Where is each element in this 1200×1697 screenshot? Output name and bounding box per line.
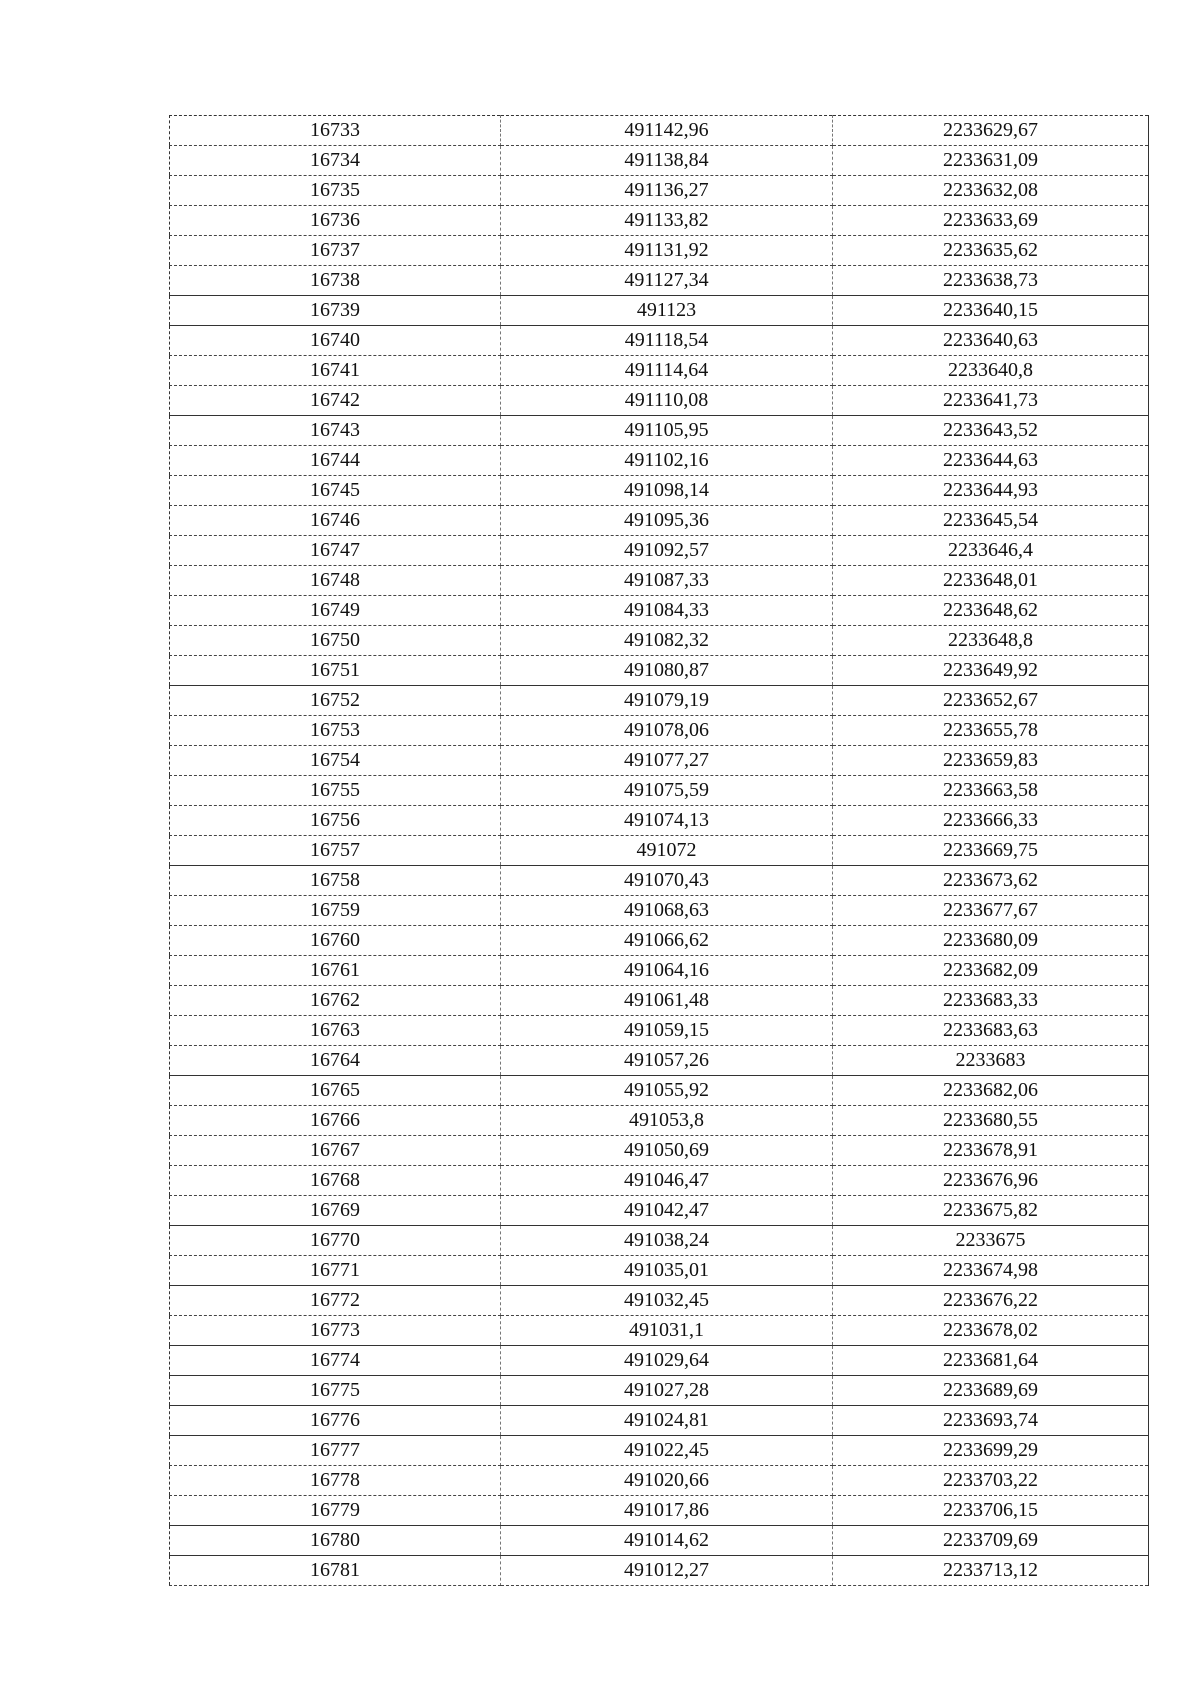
point-number-cell: 16733: [170, 116, 501, 146]
table-row: [170, 746, 1149, 776]
point-number-cell: 16754: [170, 746, 501, 776]
table-row: [170, 1466, 1149, 1496]
point-number-cell: 16750: [170, 626, 501, 656]
x-coordinate-cell: 491064,16: [501, 956, 833, 986]
point-number-cell: 16739: [170, 296, 501, 326]
x-coordinate-cell: 491038,24: [501, 1226, 833, 1256]
table-row: [170, 1076, 1149, 1106]
x-coordinate-cell: 491024,81: [501, 1406, 833, 1436]
y-coordinate-cell: 2233666,33: [833, 806, 1149, 836]
y-coordinate-cell: 2233680,09: [833, 926, 1149, 956]
table-row: [170, 296, 1149, 326]
y-coordinate-cell: 2233641,73: [833, 386, 1149, 416]
y-coordinate-cell: 2233631,09: [833, 146, 1149, 176]
x-coordinate-cell: 491138,84: [501, 146, 833, 176]
y-coordinate-cell: 2233682,06: [833, 1076, 1149, 1106]
table-row: [170, 926, 1149, 956]
table-row: [170, 146, 1149, 176]
point-number-cell: 16736: [170, 206, 501, 236]
x-coordinate-cell: 491078,06: [501, 716, 833, 746]
table-row: [170, 116, 1149, 146]
x-coordinate-cell: 491074,13: [501, 806, 833, 836]
point-number-cell: 16735: [170, 176, 501, 206]
x-coordinate-cell: 491114,64: [501, 356, 833, 386]
table-row: [170, 626, 1149, 656]
table-row: [170, 1496, 1149, 1526]
table-row: [170, 1046, 1149, 1076]
y-coordinate-cell: 2233693,74: [833, 1406, 1149, 1436]
x-coordinate-cell: 491068,63: [501, 896, 833, 926]
point-number-cell: 16773: [170, 1316, 501, 1346]
y-coordinate-cell: 2233683: [833, 1046, 1149, 1076]
point-number-cell: 16737: [170, 236, 501, 266]
x-coordinate-cell: 491035,01: [501, 1256, 833, 1286]
point-number-cell: 16759: [170, 896, 501, 926]
y-coordinate-cell: 2233683,63: [833, 1016, 1149, 1046]
y-coordinate-cell: 2233673,62: [833, 866, 1149, 896]
x-coordinate-cell: 491142,96: [501, 116, 833, 146]
x-coordinate-cell: 491133,82: [501, 206, 833, 236]
x-coordinate-cell: 491136,27: [501, 176, 833, 206]
x-coordinate-cell: 491087,33: [501, 566, 833, 596]
table-row: [170, 1346, 1149, 1376]
table-row: [170, 956, 1149, 986]
x-coordinate-cell: 491046,47: [501, 1166, 833, 1196]
x-coordinate-cell: 491066,62: [501, 926, 833, 956]
y-coordinate-cell: 2233669,75: [833, 836, 1149, 866]
y-coordinate-cell: 2233644,93: [833, 476, 1149, 506]
point-number-cell: 16747: [170, 536, 501, 566]
table-row: [170, 1106, 1149, 1136]
x-coordinate-cell: 491031,1: [501, 1316, 833, 1346]
y-coordinate-cell: 2233675: [833, 1226, 1149, 1256]
x-coordinate-cell: 491082,32: [501, 626, 833, 656]
table-row: [170, 836, 1149, 866]
table-row: [170, 506, 1149, 536]
table-row: [170, 986, 1149, 1016]
point-number-cell: 16777: [170, 1436, 501, 1466]
table-row: [170, 1406, 1149, 1436]
point-number-cell: 16775: [170, 1376, 501, 1406]
point-number-cell: 16779: [170, 1496, 501, 1526]
point-number-cell: 16766: [170, 1106, 501, 1136]
y-coordinate-cell: 2233674,98: [833, 1256, 1149, 1286]
y-coordinate-cell: 2233713,12: [833, 1556, 1149, 1586]
x-coordinate-cell: 491110,08: [501, 386, 833, 416]
point-number-cell: 16745: [170, 476, 501, 506]
point-number-cell: 16768: [170, 1166, 501, 1196]
coordinates-table-body: [170, 116, 1149, 1586]
point-number-cell: 16763: [170, 1016, 501, 1046]
y-coordinate-cell: 2233682,09: [833, 956, 1149, 986]
x-coordinate-cell: 491027,28: [501, 1376, 833, 1406]
table-row: [170, 1196, 1149, 1226]
point-number-cell: 16740: [170, 326, 501, 356]
y-coordinate-cell: 2233640,63: [833, 326, 1149, 356]
y-coordinate-cell: 2233676,22: [833, 1286, 1149, 1316]
point-number-cell: 16762: [170, 986, 501, 1016]
x-coordinate-cell: 491020,66: [501, 1466, 833, 1496]
point-number-cell: 16769: [170, 1196, 501, 1226]
table-row: [170, 686, 1149, 716]
point-number-cell: 16778: [170, 1466, 501, 1496]
y-coordinate-cell: 2233681,64: [833, 1346, 1149, 1376]
y-coordinate-cell: 2233635,62: [833, 236, 1149, 266]
x-coordinate-cell: 491075,59: [501, 776, 833, 806]
table-row: [170, 656, 1149, 686]
x-coordinate-cell: 491059,15: [501, 1016, 833, 1046]
point-number-cell: 16752: [170, 686, 501, 716]
table-row: [170, 446, 1149, 476]
point-number-cell: 16741: [170, 356, 501, 386]
y-coordinate-cell: 2233678,91: [833, 1136, 1149, 1166]
point-number-cell: 16765: [170, 1076, 501, 1106]
y-coordinate-cell: 2233640,15: [833, 296, 1149, 326]
point-number-cell: 16764: [170, 1046, 501, 1076]
point-number-cell: 16738: [170, 266, 501, 296]
y-coordinate-cell: 2233648,8: [833, 626, 1149, 656]
x-coordinate-cell: 491072: [501, 836, 833, 866]
point-number-cell: 16770: [170, 1226, 501, 1256]
point-number-cell: 16761: [170, 956, 501, 986]
table-row: [170, 866, 1149, 896]
table-row: [170, 1376, 1149, 1406]
x-coordinate-cell: 491118,54: [501, 326, 833, 356]
x-coordinate-cell: 491042,47: [501, 1196, 833, 1226]
point-number-cell: 16758: [170, 866, 501, 896]
x-coordinate-cell: 491053,8: [501, 1106, 833, 1136]
point-number-cell: 16746: [170, 506, 501, 536]
point-number-cell: 16771: [170, 1256, 501, 1286]
x-coordinate-cell: 491055,92: [501, 1076, 833, 1106]
point-number-cell: 16755: [170, 776, 501, 806]
x-coordinate-cell: 491014,62: [501, 1526, 833, 1556]
y-coordinate-cell: 2233699,29: [833, 1436, 1149, 1466]
x-coordinate-cell: 491070,43: [501, 866, 833, 896]
table-row: [170, 326, 1149, 356]
x-coordinate-cell: 491127,34: [501, 266, 833, 296]
y-coordinate-cell: 2233663,58: [833, 776, 1149, 806]
point-number-cell: 16742: [170, 386, 501, 416]
point-number-cell: 16757: [170, 836, 501, 866]
y-coordinate-cell: 2233643,52: [833, 416, 1149, 446]
table-row: [170, 386, 1149, 416]
point-number-cell: 16751: [170, 656, 501, 686]
table-row: [170, 806, 1149, 836]
y-coordinate-cell: 2233703,22: [833, 1466, 1149, 1496]
x-coordinate-cell: 491050,69: [501, 1136, 833, 1166]
point-number-cell: 16780: [170, 1526, 501, 1556]
point-number-cell: 16744: [170, 446, 501, 476]
table-row: [170, 1256, 1149, 1286]
point-number-cell: 16776: [170, 1406, 501, 1436]
y-coordinate-cell: 2233675,82: [833, 1196, 1149, 1226]
y-coordinate-cell: 2233638,73: [833, 266, 1149, 296]
table-row: [170, 1226, 1149, 1256]
x-coordinate-cell: 491098,14: [501, 476, 833, 506]
point-number-cell: 16772: [170, 1286, 501, 1316]
table-row: [170, 236, 1149, 266]
table-row: [170, 416, 1149, 446]
point-number-cell: 16756: [170, 806, 501, 836]
table-row: [170, 716, 1149, 746]
x-coordinate-cell: 491080,87: [501, 656, 833, 686]
point-number-cell: 16774: [170, 1346, 501, 1376]
coordinates-table: [169, 115, 1149, 1586]
table-row: [170, 596, 1149, 626]
y-coordinate-cell: 2233677,67: [833, 896, 1149, 926]
table-row: [170, 536, 1149, 566]
x-coordinate-cell: 491022,45: [501, 1436, 833, 1466]
table-row: [170, 1556, 1149, 1586]
x-coordinate-cell: 491079,19: [501, 686, 833, 716]
y-coordinate-cell: 2233648,62: [833, 596, 1149, 626]
y-coordinate-cell: 2233659,83: [833, 746, 1149, 776]
table-row: [170, 206, 1149, 236]
x-coordinate-cell: 491029,64: [501, 1346, 833, 1376]
x-coordinate-cell: 491092,57: [501, 536, 833, 566]
point-number-cell: 16760: [170, 926, 501, 956]
x-coordinate-cell: 491084,33: [501, 596, 833, 626]
x-coordinate-cell: 491077,27: [501, 746, 833, 776]
table-row: [170, 566, 1149, 596]
point-number-cell: 16743: [170, 416, 501, 446]
table-row: [170, 776, 1149, 806]
point-number-cell: 16781: [170, 1556, 501, 1586]
y-coordinate-cell: 2233640,8: [833, 356, 1149, 386]
x-coordinate-cell: 491131,92: [501, 236, 833, 266]
table-row: [170, 1316, 1149, 1346]
y-coordinate-cell: 2233706,15: [833, 1496, 1149, 1526]
y-coordinate-cell: 2233633,69: [833, 206, 1149, 236]
x-coordinate-cell: 491095,36: [501, 506, 833, 536]
table-row: [170, 896, 1149, 926]
y-coordinate-cell: 2233646,4: [833, 536, 1149, 566]
table-row: [170, 176, 1149, 206]
table-row: [170, 1136, 1149, 1166]
x-coordinate-cell: 491017,86: [501, 1496, 833, 1526]
x-coordinate-cell: 491102,16: [501, 446, 833, 476]
y-coordinate-cell: 2233683,33: [833, 986, 1149, 1016]
table-row: [170, 1166, 1149, 1196]
y-coordinate-cell: 2233649,92: [833, 656, 1149, 686]
y-coordinate-cell: 2233652,67: [833, 686, 1149, 716]
x-coordinate-cell: 491105,95: [501, 416, 833, 446]
table-row: [170, 1286, 1149, 1316]
table-row: [170, 266, 1149, 296]
table-row: [170, 356, 1149, 386]
y-coordinate-cell: 2233680,55: [833, 1106, 1149, 1136]
point-number-cell: 16753: [170, 716, 501, 746]
table-row: [170, 476, 1149, 506]
point-number-cell: 16767: [170, 1136, 501, 1166]
y-coordinate-cell: 2233689,69: [833, 1376, 1149, 1406]
y-coordinate-cell: 2233644,63: [833, 446, 1149, 476]
table-row: [170, 1526, 1149, 1556]
point-number-cell: 16749: [170, 596, 501, 626]
x-coordinate-cell: 491032,45: [501, 1286, 833, 1316]
y-coordinate-cell: 2233655,78: [833, 716, 1149, 746]
x-coordinate-cell: 491061,48: [501, 986, 833, 1016]
y-coordinate-cell: 2233709,69: [833, 1526, 1149, 1556]
y-coordinate-cell: 2233678,02: [833, 1316, 1149, 1346]
point-number-cell: 16734: [170, 146, 501, 176]
table-row: [170, 1436, 1149, 1466]
y-coordinate-cell: 2233629,67: [833, 116, 1149, 146]
table-row: [170, 1016, 1149, 1046]
x-coordinate-cell: 491123: [501, 296, 833, 326]
y-coordinate-cell: 2233676,96: [833, 1166, 1149, 1196]
x-coordinate-cell: 491012,27: [501, 1556, 833, 1586]
y-coordinate-cell: 2233648,01: [833, 566, 1149, 596]
y-coordinate-cell: 2233645,54: [833, 506, 1149, 536]
y-coordinate-cell: 2233632,08: [833, 176, 1149, 206]
x-coordinate-cell: 491057,26: [501, 1046, 833, 1076]
point-number-cell: 16748: [170, 566, 501, 596]
